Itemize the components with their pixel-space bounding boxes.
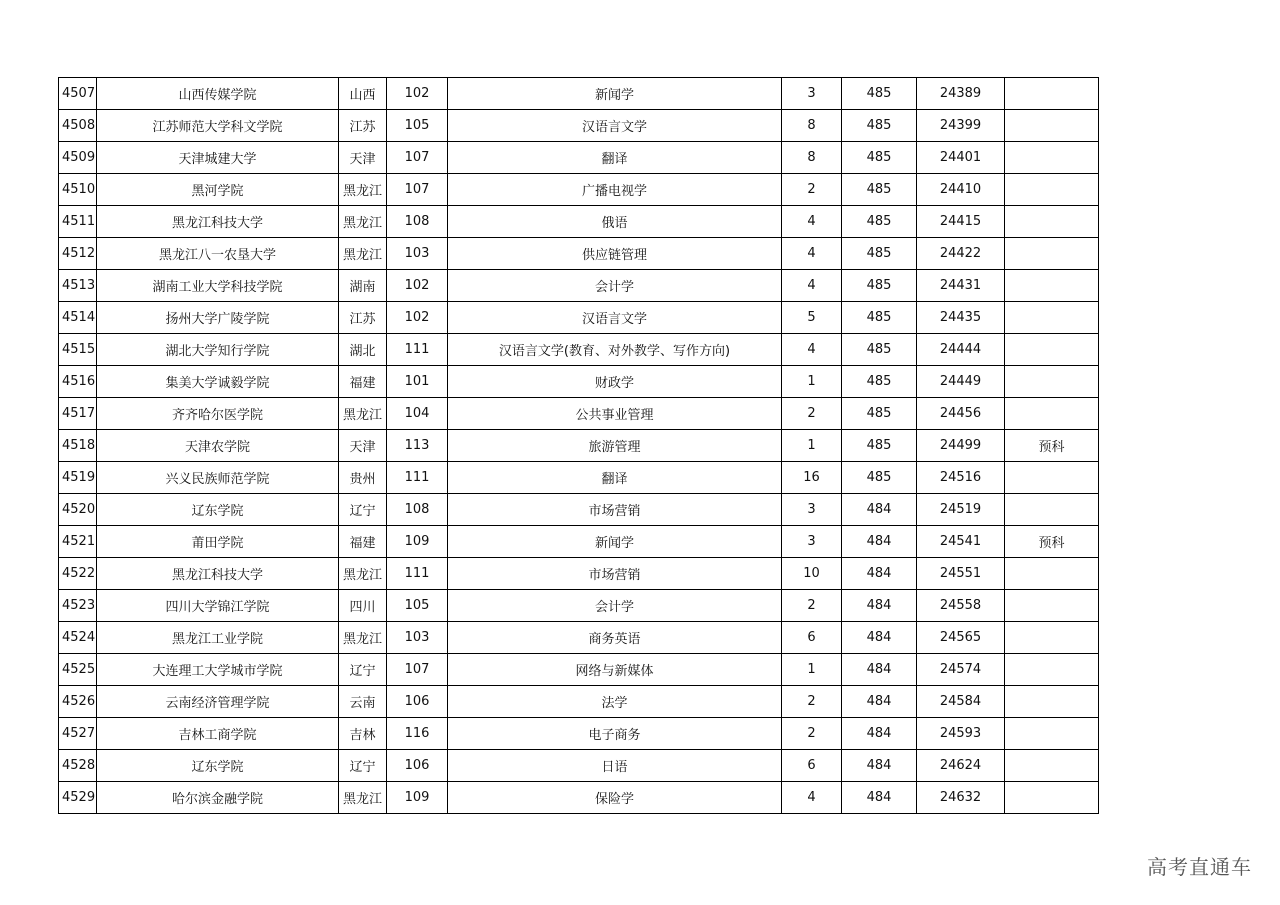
school-name-cell: 齐齐哈尔医学院 [97,398,339,430]
min-rank-cell: 24399 [917,110,1005,142]
major-name-cell: 财政学 [448,366,782,398]
plan-count-cell: 6 [782,622,842,654]
school-name-cell: 辽东学院 [97,494,339,526]
major-code-cell: 102 [387,302,448,334]
major-code-cell: 105 [387,110,448,142]
school-name-cell: 黑龙江科技大学 [97,558,339,590]
school-name-cell: 四川大学锦江学院 [97,590,339,622]
plan-count-cell: 2 [782,174,842,206]
major-name-cell: 市场营销 [448,494,782,526]
note-cell [1005,174,1099,206]
min-rank-cell: 24499 [917,430,1005,462]
major-name-cell: 公共事业管理 [448,398,782,430]
table-row [59,110,1099,142]
province-cell: 辽宁 [339,750,387,782]
min-rank-cell: 24449 [917,366,1005,398]
school-name-cell: 云南经济管理学院 [97,686,339,718]
plan-count-cell: 4 [782,238,842,270]
row-id-cell: 4512 [59,238,97,270]
table-row [59,302,1099,334]
school-name-cell: 辽东学院 [97,750,339,782]
school-name-cell: 天津城建大学 [97,142,339,174]
note-cell [1005,238,1099,270]
table-row [59,206,1099,238]
min-score-cell: 485 [842,142,917,174]
table-row [59,78,1099,110]
min-rank-cell: 24574 [917,654,1005,686]
major-name-cell: 新闻学 [448,78,782,110]
major-name-cell: 商务英语 [448,622,782,654]
province-cell: 黑龙江 [339,238,387,270]
min-rank-cell: 24415 [917,206,1005,238]
min-score-cell: 485 [842,430,917,462]
major-name-cell: 网络与新媒体 [448,654,782,686]
min-score-cell: 485 [842,174,917,206]
row-id-cell: 4510 [59,174,97,206]
province-cell: 福建 [339,366,387,398]
min-score-cell: 485 [842,270,917,302]
school-name-cell: 江苏师范大学科文学院 [97,110,339,142]
min-rank-cell: 24584 [917,686,1005,718]
major-name-cell: 新闻学 [448,526,782,558]
note-cell [1005,270,1099,302]
note-cell [1005,462,1099,494]
table-row [59,462,1099,494]
major-name-cell: 供应链管理 [448,238,782,270]
min-score-cell: 485 [842,366,917,398]
min-rank-cell: 24551 [917,558,1005,590]
school-name-cell: 黑龙江工业学院 [97,622,339,654]
major-code-cell: 103 [387,622,448,654]
table-row [59,366,1099,398]
row-id-cell: 4521 [59,526,97,558]
table-row [59,782,1099,814]
plan-count-cell: 3 [782,78,842,110]
province-cell: 辽宁 [339,654,387,686]
plan-count-cell: 8 [782,142,842,174]
min-score-cell: 485 [842,206,917,238]
school-name-cell: 扬州大学广陵学院 [97,302,339,334]
plan-count-cell: 3 [782,526,842,558]
note-cell [1005,302,1099,334]
min-score-cell: 484 [842,526,917,558]
min-rank-cell: 24401 [917,142,1005,174]
min-rank-cell: 24389 [917,78,1005,110]
province-cell: 黑龙江 [339,622,387,654]
min-score-cell: 484 [842,750,917,782]
table-row [59,718,1099,750]
min-score-cell: 485 [842,334,917,366]
min-rank-cell: 24431 [917,270,1005,302]
min-score-cell: 484 [842,718,917,750]
row-id-cell: 4508 [59,110,97,142]
school-name-cell: 湖南工业大学科技学院 [97,270,339,302]
province-cell: 天津 [339,430,387,462]
table-row [59,238,1099,270]
table-row [59,174,1099,206]
row-id-cell: 4523 [59,590,97,622]
min-score-cell: 485 [842,398,917,430]
note-cell [1005,494,1099,526]
major-code-cell: 113 [387,430,448,462]
plan-count-cell: 16 [782,462,842,494]
min-rank-cell: 24456 [917,398,1005,430]
min-score-cell: 485 [842,462,917,494]
row-id-cell: 4519 [59,462,97,494]
min-score-cell: 485 [842,302,917,334]
note-cell [1005,206,1099,238]
table-row [59,622,1099,654]
province-cell: 黑龙江 [339,398,387,430]
note-cell [1005,78,1099,110]
major-name-cell: 法学 [448,686,782,718]
note-cell [1005,654,1099,686]
plan-count-cell: 5 [782,302,842,334]
major-name-cell: 俄语 [448,206,782,238]
min-rank-cell: 24624 [917,750,1005,782]
major-name-cell: 旅游管理 [448,430,782,462]
major-name-cell: 保险学 [448,782,782,814]
plan-count-cell: 2 [782,718,842,750]
note-cell [1005,334,1099,366]
min-rank-cell: 24435 [917,302,1005,334]
major-name-cell: 汉语言文学(教育、对外教学、写作方向) [448,334,782,366]
table-row [59,398,1099,430]
table-row [59,494,1099,526]
major-name-cell: 汉语言文学 [448,302,782,334]
table-row [59,750,1099,782]
province-cell: 云南 [339,686,387,718]
min-score-cell: 484 [842,654,917,686]
major-code-cell: 107 [387,142,448,174]
plan-count-cell: 10 [782,558,842,590]
table-row [59,142,1099,174]
min-score-cell: 485 [842,78,917,110]
row-id-cell: 4518 [59,430,97,462]
province-cell: 江苏 [339,302,387,334]
min-rank-cell: 24565 [917,622,1005,654]
major-code-cell: 103 [387,238,448,270]
major-code-cell: 111 [387,558,448,590]
min-rank-cell: 24558 [917,590,1005,622]
note-cell [1005,142,1099,174]
min-score-cell: 484 [842,686,917,718]
province-cell: 福建 [339,526,387,558]
table-row [59,270,1099,302]
major-code-cell: 101 [387,366,448,398]
table-row [59,334,1099,366]
table-row [59,430,1099,462]
row-id-cell: 4529 [59,782,97,814]
major-code-cell: 111 [387,462,448,494]
school-name-cell: 黑龙江科技大学 [97,206,339,238]
watermark-text: 高考直通车 [1147,855,1252,879]
note-cell [1005,750,1099,782]
province-cell: 黑龙江 [339,782,387,814]
min-rank-cell: 24444 [917,334,1005,366]
plan-count-cell: 4 [782,206,842,238]
plan-count-cell: 1 [782,430,842,462]
note-cell [1005,398,1099,430]
plan-count-cell: 2 [782,398,842,430]
row-id-cell: 4528 [59,750,97,782]
major-name-cell: 汉语言文学 [448,110,782,142]
major-name-cell: 市场营销 [448,558,782,590]
major-code-cell: 109 [387,782,448,814]
row-id-cell: 4515 [59,334,97,366]
major-code-cell: 102 [387,270,448,302]
plan-count-cell: 4 [782,270,842,302]
major-code-cell: 108 [387,494,448,526]
row-id-cell: 4517 [59,398,97,430]
note-cell [1005,686,1099,718]
major-code-cell: 102 [387,78,448,110]
plan-count-cell: 4 [782,334,842,366]
min-rank-cell: 24422 [917,238,1005,270]
school-name-cell: 黑龙江八一农垦大学 [97,238,339,270]
province-cell: 吉林 [339,718,387,750]
note-cell [1005,558,1099,590]
province-cell: 黑龙江 [339,558,387,590]
major-code-cell: 111 [387,334,448,366]
row-id-cell: 4507 [59,78,97,110]
min-rank-cell: 24519 [917,494,1005,526]
row-id-cell: 4514 [59,302,97,334]
min-rank-cell: 24516 [917,462,1005,494]
row-id-cell: 4527 [59,718,97,750]
province-cell: 贵州 [339,462,387,494]
province-cell: 湖北 [339,334,387,366]
major-code-cell: 105 [387,590,448,622]
school-name-cell: 山西传媒学院 [97,78,339,110]
row-id-cell: 4509 [59,142,97,174]
major-name-cell: 会计学 [448,590,782,622]
school-name-cell: 集美大学诚毅学院 [97,366,339,398]
province-cell: 四川 [339,590,387,622]
major-code-cell: 116 [387,718,448,750]
table-body [59,78,1099,814]
major-code-cell: 107 [387,174,448,206]
plan-count-cell: 2 [782,686,842,718]
note-cell [1005,366,1099,398]
major-name-cell: 翻译 [448,462,782,494]
major-name-cell: 翻译 [448,142,782,174]
major-code-cell: 107 [387,654,448,686]
plan-count-cell: 2 [782,590,842,622]
min-rank-cell: 24541 [917,526,1005,558]
min-score-cell: 485 [842,110,917,142]
major-code-cell: 106 [387,686,448,718]
table-row [59,526,1099,558]
row-id-cell: 4516 [59,366,97,398]
school-name-cell: 湖北大学知行学院 [97,334,339,366]
major-name-cell: 电子商务 [448,718,782,750]
row-id-cell: 4525 [59,654,97,686]
table-row [59,558,1099,590]
min-score-cell: 484 [842,622,917,654]
min-rank-cell: 24410 [917,174,1005,206]
plan-count-cell: 6 [782,750,842,782]
row-id-cell: 4520 [59,494,97,526]
major-name-cell: 广播电视学 [448,174,782,206]
min-score-cell: 484 [842,782,917,814]
admissions-table [58,77,1099,814]
min-score-cell: 485 [842,238,917,270]
row-id-cell: 4522 [59,558,97,590]
plan-count-cell: 8 [782,110,842,142]
school-name-cell: 天津农学院 [97,430,339,462]
major-name-cell: 会计学 [448,270,782,302]
min-rank-cell: 24593 [917,718,1005,750]
table-row [59,686,1099,718]
school-name-cell: 哈尔滨金融学院 [97,782,339,814]
row-id-cell: 4511 [59,206,97,238]
plan-count-cell: 1 [782,366,842,398]
plan-count-cell: 3 [782,494,842,526]
note-cell [1005,718,1099,750]
plan-count-cell: 1 [782,654,842,686]
major-code-cell: 104 [387,398,448,430]
major-code-cell: 108 [387,206,448,238]
province-cell: 湖南 [339,270,387,302]
major-name-cell: 日语 [448,750,782,782]
min-score-cell: 484 [842,590,917,622]
school-name-cell: 大连理工大学城市学院 [97,654,339,686]
province-cell: 天津 [339,142,387,174]
min-score-cell: 484 [842,558,917,590]
province-cell: 山西 [339,78,387,110]
school-name-cell: 莆田学院 [97,526,339,558]
major-code-cell: 106 [387,750,448,782]
province-cell: 辽宁 [339,494,387,526]
school-name-cell: 吉林工商学院 [97,718,339,750]
note-cell: 预科 [1005,430,1099,462]
school-name-cell: 黑河学院 [97,174,339,206]
province-cell: 黑龙江 [339,206,387,238]
table-row [59,654,1099,686]
note-cell [1005,782,1099,814]
note-cell [1005,590,1099,622]
min-rank-cell: 24632 [917,782,1005,814]
major-code-cell: 109 [387,526,448,558]
row-id-cell: 4513 [59,270,97,302]
table-row [59,590,1099,622]
note-cell [1005,622,1099,654]
note-cell: 预科 [1005,526,1099,558]
row-id-cell: 4526 [59,686,97,718]
note-cell [1005,110,1099,142]
school-name-cell: 兴义民族师范学院 [97,462,339,494]
plan-count-cell: 4 [782,782,842,814]
province-cell: 黑龙江 [339,174,387,206]
row-id-cell: 4524 [59,622,97,654]
min-score-cell: 484 [842,494,917,526]
province-cell: 江苏 [339,110,387,142]
